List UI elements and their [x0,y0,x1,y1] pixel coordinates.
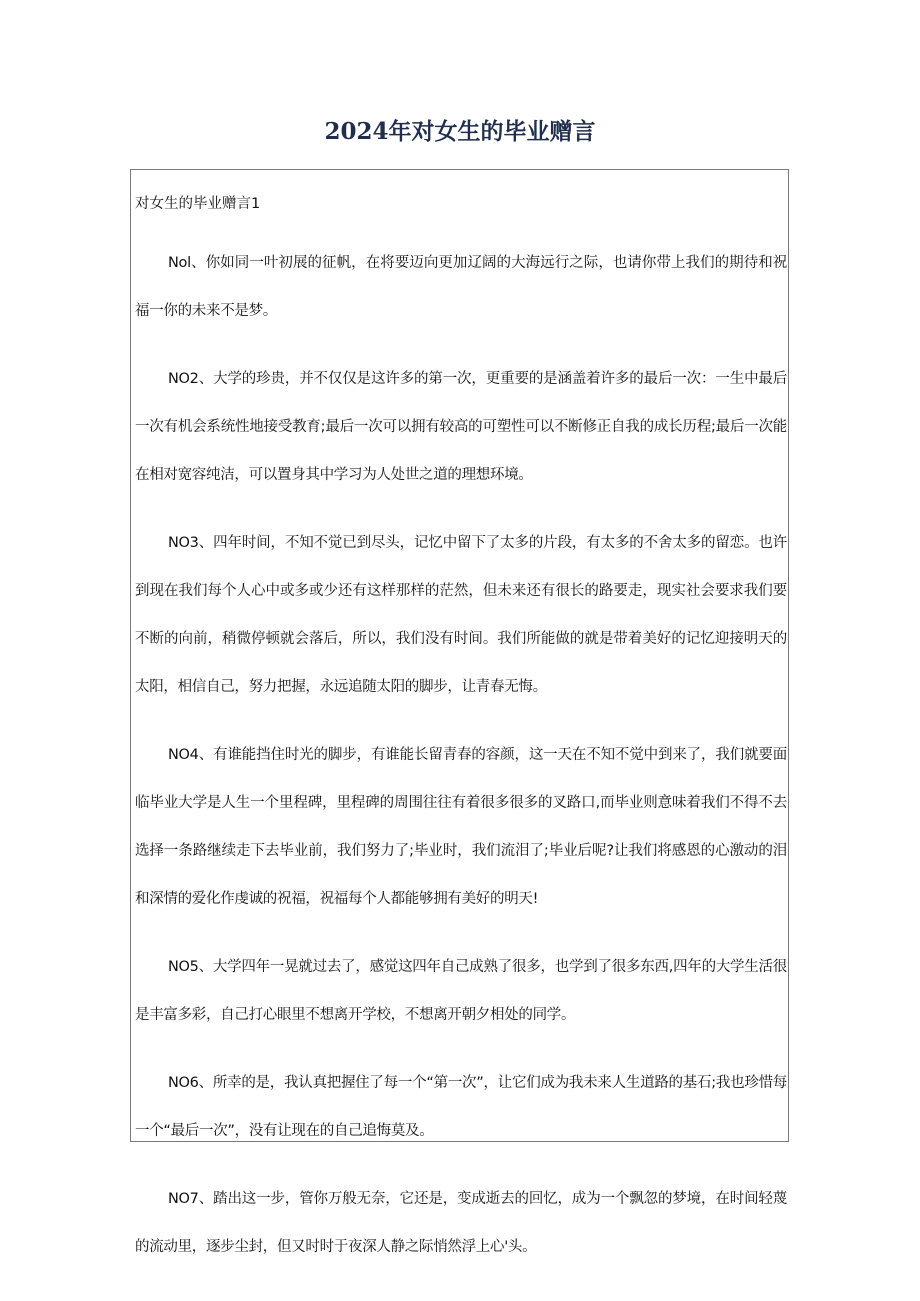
paragraph-no5: NO5、大学四年一晃就过去了，感觉这四年自己成熟了很多，也学到了很多东西,四年的大学生活很是丰富多彩，自己打心眼里不想离开学校，不想离开朝夕相处的同学。 [135,959,787,1023]
paragraph-no7: NO7、踏出这一步，管你万般无奈，它还是，变成逝去的回忆，成为一个飘忽的梦境，在时间轻蔑的流动里，逐步尘封，但又时时于夜深人静之际悄然浮上心'头。 [135,1191,787,1255]
content-box [130,169,789,1255]
paragraph-no4: NO4、有谁能挡住时光的脚步，有谁能长留青春的容颜，这一天在不知不觉中到来了，我们就要面临毕业大学是人生一个里程碑，里程碑的周围往往有着很多很多的叉路口,而毕业则意味着我们不得不去选择一条路继续走下去毕业前，我们努力了;毕业时，我们流泪了;毕业后呢?让我们将感恩的心激动的泪和深情的爱化作虔诚的祝福，祝福每个人都能够拥有美好的明天! [135,747,787,907]
paragraph-no3: NO3、四年时间，不知不觉已到尽头，记忆中留下了太多的片段，有太多的不舍太多的留恋。也许到现在我们每个人心中或多或少还有这样那样的茫然，但未来还有很长的路要走，现实社会要求我们要不断的向前，稍微停顿就会落后，所以，我们没有时间。我们所能做的就是带着美好的记忆迎接明天的太阳，相信自己，努力把握，永远追随太阳的脚步，让青春无悔。 [135,535,787,695]
paragraph-no6: NO6、所幸的是，我认真把握住了每一个“第一次”，让它们成为我未来人生道路的基石;我也珍惜每一个“最后一次”，没有让现在的自己追悔莫及。 [135,1075,787,1139]
paragraph-no2: NO2、大学的珍贵，并不仅仅是这许多的第一次，更重要的是涵盖着许多的最后一次：一生中最后一次有机会系统性地接受教育;最后一次可以拥有较高的可塑性可以不断修正自我的成长历程;最后一次能在相对宽容纯洁，可以置身其中学习为人处世之道的理想环境。 [135,371,787,483]
document-title: 2024年对女生的毕业赠言 [324,118,596,145]
paragraph-list [135,239,787,1291]
section-heading: 对女生的毕业赠言1 [135,196,261,212]
paragraph-no1: Nol、你如同一叶初展的征帆，在将要迈向更加辽阔的大海远行之际，也请你带上我们的期待和祝福一你的未来不是梦。 [135,255,787,319]
